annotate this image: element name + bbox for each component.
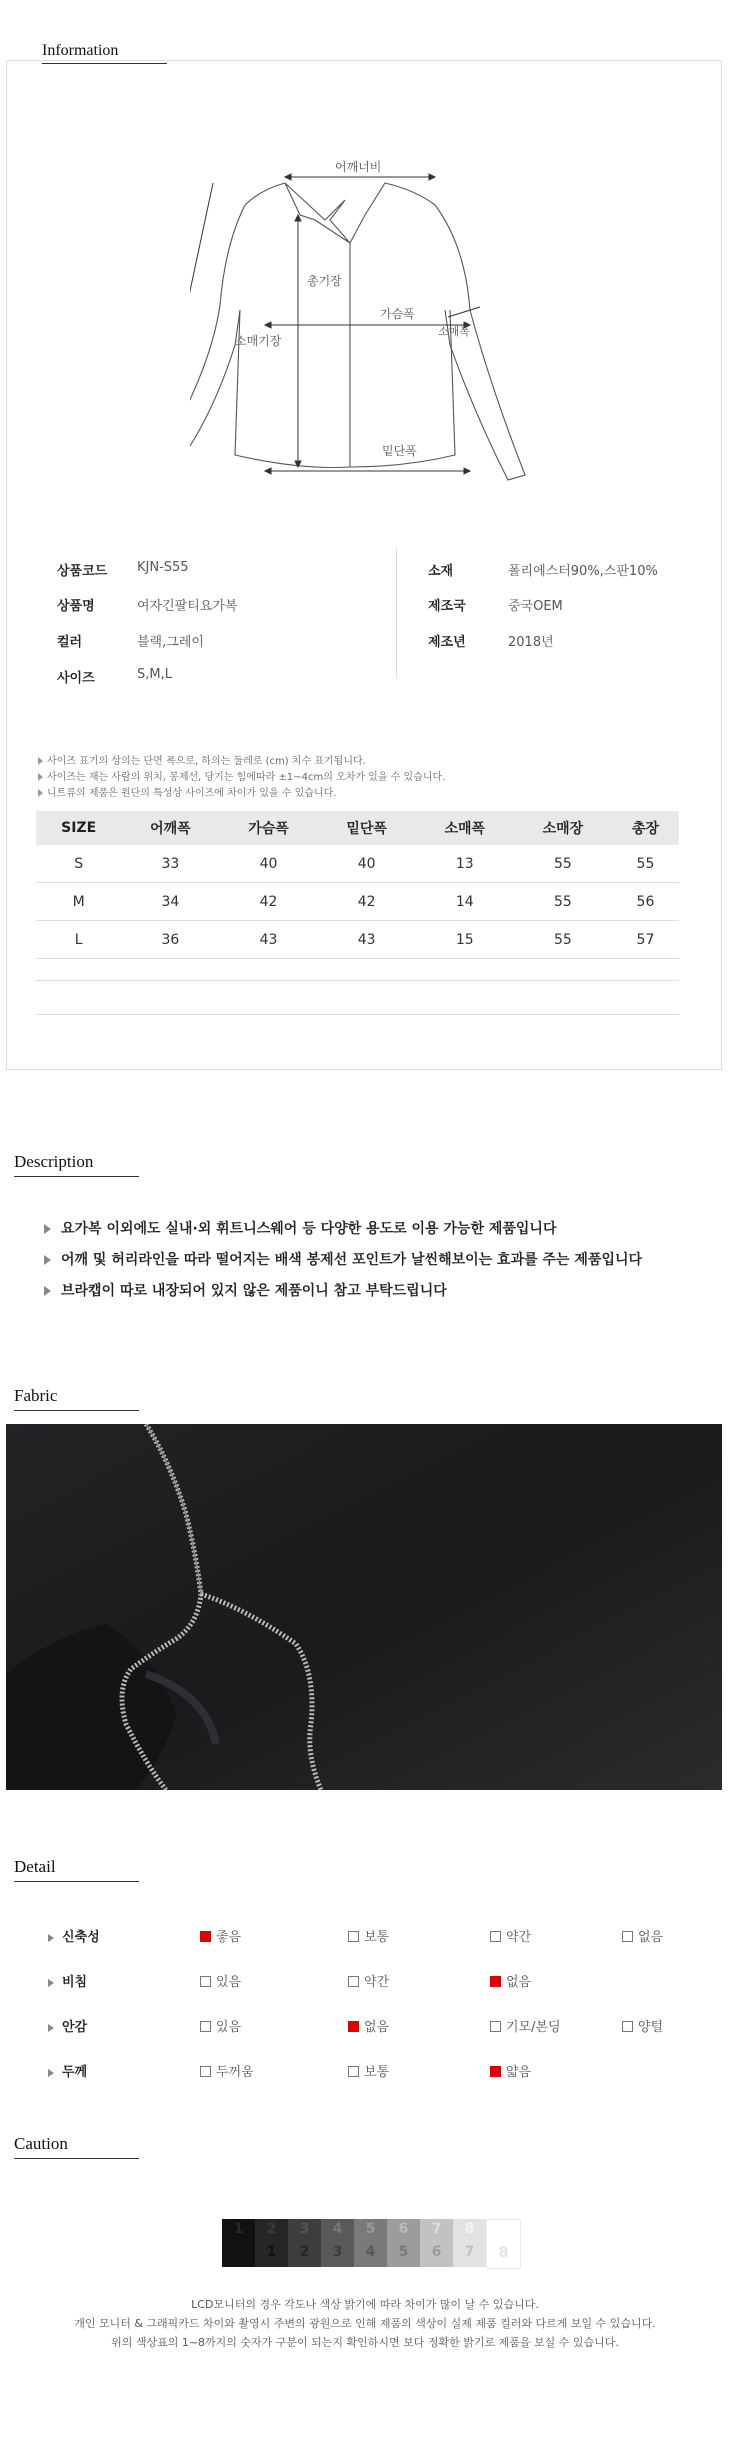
- table-row: M 34 42 42 14 55 56: [36, 883, 679, 921]
- size-note: 사이즈는 재는 사람의 위치, 봉제선, 당기는 힘에따라 ±1~4cm의 오차가 있을 수 있습니다.: [38, 768, 445, 783]
- checkbox-icon: [200, 2066, 211, 2077]
- table-header-row: [36, 811, 679, 845]
- gray-scale-number: 6: [398, 2221, 409, 2237]
- detail-option: 없음: [348, 2016, 389, 2035]
- gray-scale-number: 8: [464, 2221, 475, 2237]
- size-note: 사이즈 표기의 상의는 단면 폭으로, 하의는 둘레로 (cm) 치수 표기됩니다.: [38, 752, 366, 767]
- detail-row-sheer: [0, 1971, 730, 1991]
- checkbox-icon: [622, 2021, 633, 2032]
- detail-option: 양털: [622, 2016, 663, 2035]
- description-item: 요가복 이외에도 실내·외 휘트니스웨어 등 다양한 용도로 이용 가능한 제품입니다: [44, 1218, 556, 1238]
- checkbox-icon: [348, 1931, 359, 1942]
- caution-line: LCD모니터의 경우 각도나 색상 밝기에 따라 차이가 많이 날 수 있습니다.: [191, 2298, 539, 2311]
- gray-scale-cell: [453, 2219, 486, 2267]
- size-diagram: [190, 95, 530, 500]
- column-header: SIZE: [36, 811, 121, 845]
- gray-scale-cell: [255, 2219, 288, 2267]
- detail-option: 없음: [622, 1926, 663, 1945]
- checkbox-icon: [348, 2021, 359, 2032]
- detail-option: 있음: [200, 1971, 241, 1990]
- shirt-outline: [190, 183, 525, 480]
- gray-scale-number: 6: [431, 2244, 442, 2260]
- checkbox-icon: [200, 1976, 211, 1987]
- table-spacer-line: [36, 1014, 679, 1015]
- detail-title: Detail: [14, 1857, 56, 1877]
- gray-scale-number: 8: [498, 2245, 509, 2261]
- description-title: Description: [14, 1152, 93, 1172]
- table-row: L 36 43 43 15 55 57: [36, 921, 679, 959]
- column-header: 소매폭: [416, 811, 514, 845]
- checkbox-icon: [490, 1931, 501, 1942]
- checkbox-icon: [200, 2021, 211, 2032]
- detail-option: 약간: [490, 1926, 531, 1945]
- detail-option: 있음: [200, 2016, 241, 2035]
- gray-scale-number: 3: [332, 2244, 343, 2260]
- detail-row-thickness: [0, 2061, 730, 2081]
- detail-option: 보통: [348, 1926, 389, 1945]
- checkbox-icon: [490, 2066, 501, 2077]
- spec-divider: [396, 548, 397, 678]
- detail-label: 안감: [48, 2016, 87, 2035]
- checkbox-icon: [622, 1931, 633, 1942]
- detail-label: 두께: [48, 2061, 87, 2080]
- detail-label: 비침: [48, 1971, 87, 1990]
- checkbox-icon: [348, 2066, 359, 2077]
- gray-scale-cell: [486, 2219, 521, 2269]
- fabric-title: Fabric: [14, 1386, 57, 1406]
- sleeve-width-label: 소매폭: [438, 325, 470, 338]
- detail-row-stretch: [0, 1926, 730, 1946]
- description-item: 브라캡이 따로 내장되어 있지 않은 제품이니 참고 부탁드립니다: [44, 1280, 447, 1300]
- chest-label: 가슴폭: [380, 307, 415, 321]
- gray-scale-number: 7: [431, 2221, 442, 2237]
- gray-scale-number: 1: [266, 2244, 277, 2260]
- title-underline: [42, 63, 167, 64]
- detail-option: 약간: [348, 1971, 389, 1990]
- column-header: 총장: [612, 811, 679, 845]
- detail-option: 두꺼움: [200, 2061, 254, 2080]
- checkbox-icon: [200, 1931, 211, 1942]
- fabric-photo: [6, 1424, 722, 1790]
- gray-scale-chart: [222, 2219, 521, 2269]
- shoulder-label: 어깨너비: [335, 160, 382, 174]
- gray-scale-number: 2: [299, 2244, 310, 2260]
- column-header: 소매장: [514, 811, 612, 845]
- sleeve-length-label: 소매기장: [235, 334, 282, 348]
- gray-scale-cell: [387, 2219, 420, 2267]
- gray-scale-cell: [321, 2219, 354, 2267]
- gray-scale-number: 4: [365, 2244, 376, 2260]
- detail-option: 얇음: [490, 2061, 531, 2080]
- column-header: 가슴폭: [219, 811, 317, 845]
- gray-scale-cell: [288, 2219, 321, 2267]
- checkbox-icon: [348, 1976, 359, 1987]
- hem-label: 밑단폭: [382, 444, 417, 458]
- table-row: S 33 40 40 13 55 55: [36, 845, 679, 883]
- column-header: 밑단폭: [318, 811, 416, 845]
- total-length-label: 총기장: [307, 274, 342, 288]
- size-note: 니트류의 제품은 원단의 특성상 사이즈에 차이가 있을 수 있습니다.: [38, 784, 336, 799]
- detail-label: 신축성: [48, 1926, 100, 1945]
- gray-scale-number: 1: [233, 2221, 244, 2237]
- gray-scale-cell: [354, 2219, 387, 2267]
- detail-option: 좋음: [200, 1926, 241, 1945]
- size-table: [36, 811, 679, 959]
- detail-option: 보통: [348, 2061, 389, 2080]
- checkbox-icon: [490, 2021, 501, 2032]
- caution-title: Caution: [14, 2134, 68, 2154]
- gray-scale-cell: [222, 2219, 255, 2267]
- table-spacer-line: [36, 980, 679, 981]
- gray-scale-number: 7: [464, 2244, 475, 2260]
- gray-scale-number: 4: [332, 2221, 343, 2237]
- caution-line: 위의 색상표의 1~8까지의 숫자가 구분이 되는지 확인하시면 보다 정확한 밝기로 제품을 보실 수 있습니다.: [111, 2336, 619, 2349]
- gray-scale-number: 3: [299, 2221, 310, 2237]
- gray-scale-number: 5: [398, 2244, 409, 2260]
- detail-row-lining: [0, 2016, 730, 2036]
- description-item: 어깨 및 허리라인을 따라 떨어지는 배색 봉제선 포인트가 날씬해보이는 효과를 주는 제품입니다: [44, 1249, 642, 1269]
- checkbox-icon: [490, 1976, 501, 1987]
- gray-scale-number: 5: [365, 2221, 376, 2237]
- detail-option: 기모/본딩: [490, 2016, 561, 2035]
- detail-option: 없음: [490, 1971, 531, 1990]
- gray-scale-number: 2: [266, 2221, 277, 2237]
- information-title: Information: [42, 42, 119, 59]
- caution-line: 개인 모니터 & 그래픽카드 차이와 촬영시 주변의 광원으로 인해 제품의 색상이 실제 제품 컬러와 다르게 보일 수 있습니다.: [74, 2317, 656, 2330]
- column-header: 어깨폭: [121, 811, 219, 845]
- gray-scale-cell: [420, 2219, 453, 2267]
